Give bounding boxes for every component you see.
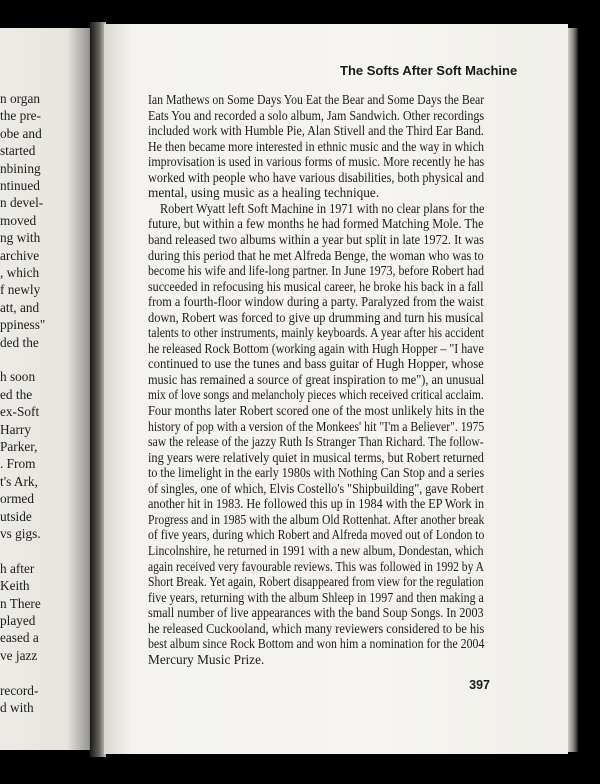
left-page-line: Harry	[0, 421, 32, 437]
left-page-line: record-	[0, 682, 39, 698]
left-page-line: n There	[0, 595, 41, 611]
left-page-line: n organ	[0, 91, 41, 106]
left-page-line: the pre-	[0, 108, 41, 124]
left-page-line: nbining	[0, 160, 41, 176]
body-line: He then became more interested in ethnic music and the way in which	[148, 138, 484, 154]
body-line: of five years, during which Robert and Alfreda moved out of London to	[148, 527, 485, 543]
running-head: The Softs After Soft Machine	[340, 63, 518, 78]
left-page-line: ntinued	[0, 178, 40, 193]
body-line: Short Break. Yet again, Robert disappeared from view for the regulation	[148, 574, 484, 590]
body-line: during this period that he met Alfreda Benge, the woman who was to	[148, 247, 484, 263]
body-line: Ian Mathews on Some Days You Eat the Bear and Some Days the Bear	[148, 92, 485, 107]
left-page-line: ed the	[0, 386, 33, 402]
left-page-line: , which	[0, 265, 40, 280]
left-page-line: . From	[0, 456, 36, 472]
body-line: down, Robert was forced to give up drumming and turn his musical	[148, 309, 484, 325]
left-facing-page	[0, 28, 96, 750]
left-page-line: ve jazz	[0, 647, 38, 663]
left-page-line: h soon	[0, 369, 36, 385]
body-line: included work with Humble Pie, Alan Stivell and the Third Ear Band.	[148, 123, 484, 139]
left-page-line: started	[0, 143, 36, 159]
left-page-line: archive	[0, 247, 40, 263]
page-number: 397	[469, 678, 490, 692]
left-page-line: att, and	[0, 299, 40, 315]
body-line: mental, using music as a healing technique.	[148, 185, 380, 201]
body-line: another hit in 1983. He followed this up in 1984 with the EP Work in	[148, 496, 485, 512]
body-line: Mercury Music Prize.	[148, 651, 265, 667]
body-line: saw the release of the jazzy Ruth Is Stranger Than Richard. The follow-	[148, 434, 484, 450]
left-page-line: ng with	[0, 230, 41, 246]
body-line: talents to other instruments, mainly keyboards. A year after his accident	[148, 325, 485, 341]
left-page-line: d with	[0, 700, 34, 715]
body-line: best album since Rock Bottom and won him a nomination for the 2004	[148, 636, 485, 652]
left-page-line: eased a	[0, 630, 39, 646]
body-line: he released Rock Bottom (working again with Hugh Hopper – "I have	[148, 340, 484, 356]
left-page-line: played	[0, 613, 36, 628]
left-page-line: Parker,	[0, 439, 38, 454]
left-page-line: f newly	[0, 282, 41, 298]
body-line: Lincolnshire, he returned in 1991 with a new album, Dondestan, which	[148, 542, 484, 558]
body-line: mix of love songs and melancholy pieces which received critical acclaim.	[148, 387, 484, 403]
body-line: future, but within a few months he had formed Matching Mole. The	[148, 216, 484, 232]
body-line: history of pop with a version of the Monkees' hit "I'm a Believer". 1975	[148, 418, 485, 434]
left-page-line: obe and	[0, 125, 42, 141]
body-line: from a fourth-floor window during a party. Paralyzed from the waist	[148, 294, 484, 310]
left-page-line: Keith	[0, 578, 30, 594]
body-line: Four months later Robert scored one of the most unlikely hits in the	[148, 403, 485, 418]
left-page-line: ppiness"	[0, 317, 46, 333]
body-line: small number of live appearances with the band Soup Songs. In 2003	[148, 605, 484, 621]
body-line: continued to use the tunes and bass guitar of Hugh Hopper, whose	[148, 356, 484, 372]
body-line: ing years were relatively quiet in musical terms, but Robert returned	[148, 449, 484, 465]
body-line: Eats You and recorded a solo album, Jam Sandwich. Other recordings	[148, 107, 485, 123]
left-page-line: t's Ark,	[0, 473, 38, 489]
body-line: improvisation is used in various forms of music. More recently he has	[148, 154, 485, 170]
body-line: succeeded in refocusing his musical career, he broke his back in a fall	[148, 278, 484, 294]
body-line: become his wife and life-long partner. In June 1973, before Robert had	[148, 263, 484, 279]
body-line: music has remained a source of great inspiration to me"), an unusual	[148, 371, 485, 387]
body-line: five years, returning with the album Shleep in 1997 and then making a	[148, 589, 484, 605]
body-line: to the limelight in the early 1980s with Nothing Can Stop and a series	[148, 465, 485, 481]
body-line: worked with people who have various disabilities, both physical and	[148, 169, 485, 185]
left-page-line: utside	[0, 508, 32, 524]
body-line: of singles, one of which, Elvis Costello's "Shipbuilding", gave Robert	[148, 480, 484, 496]
body-line: Progress and in 1985 with the album Old Rottenhat. After another break	[148, 511, 485, 527]
left-page-line: h after	[0, 560, 35, 576]
left-page-line: vs gigs.	[0, 526, 41, 541]
body-line: he released Cuckooland, which many reviewers considered to be his	[148, 620, 485, 636]
left-page-line: n devel-	[0, 195, 44, 211]
left-page-line: moved	[0, 212, 37, 228]
body-line: band released two albums within a year but split in late 1972. It was	[148, 231, 484, 247]
page-edge	[568, 28, 578, 752]
left-page-line: ded the	[0, 334, 39, 350]
body-line: again received very favourable reviews. This was followed in 1992 by A	[148, 558, 484, 574]
left-page-line: ormed	[0, 491, 34, 507]
left-page-line: ex-Soft	[0, 404, 40, 420]
body-line: Robert Wyatt left Soft Machine in 1971 with no clear plans for the	[160, 200, 485, 216]
